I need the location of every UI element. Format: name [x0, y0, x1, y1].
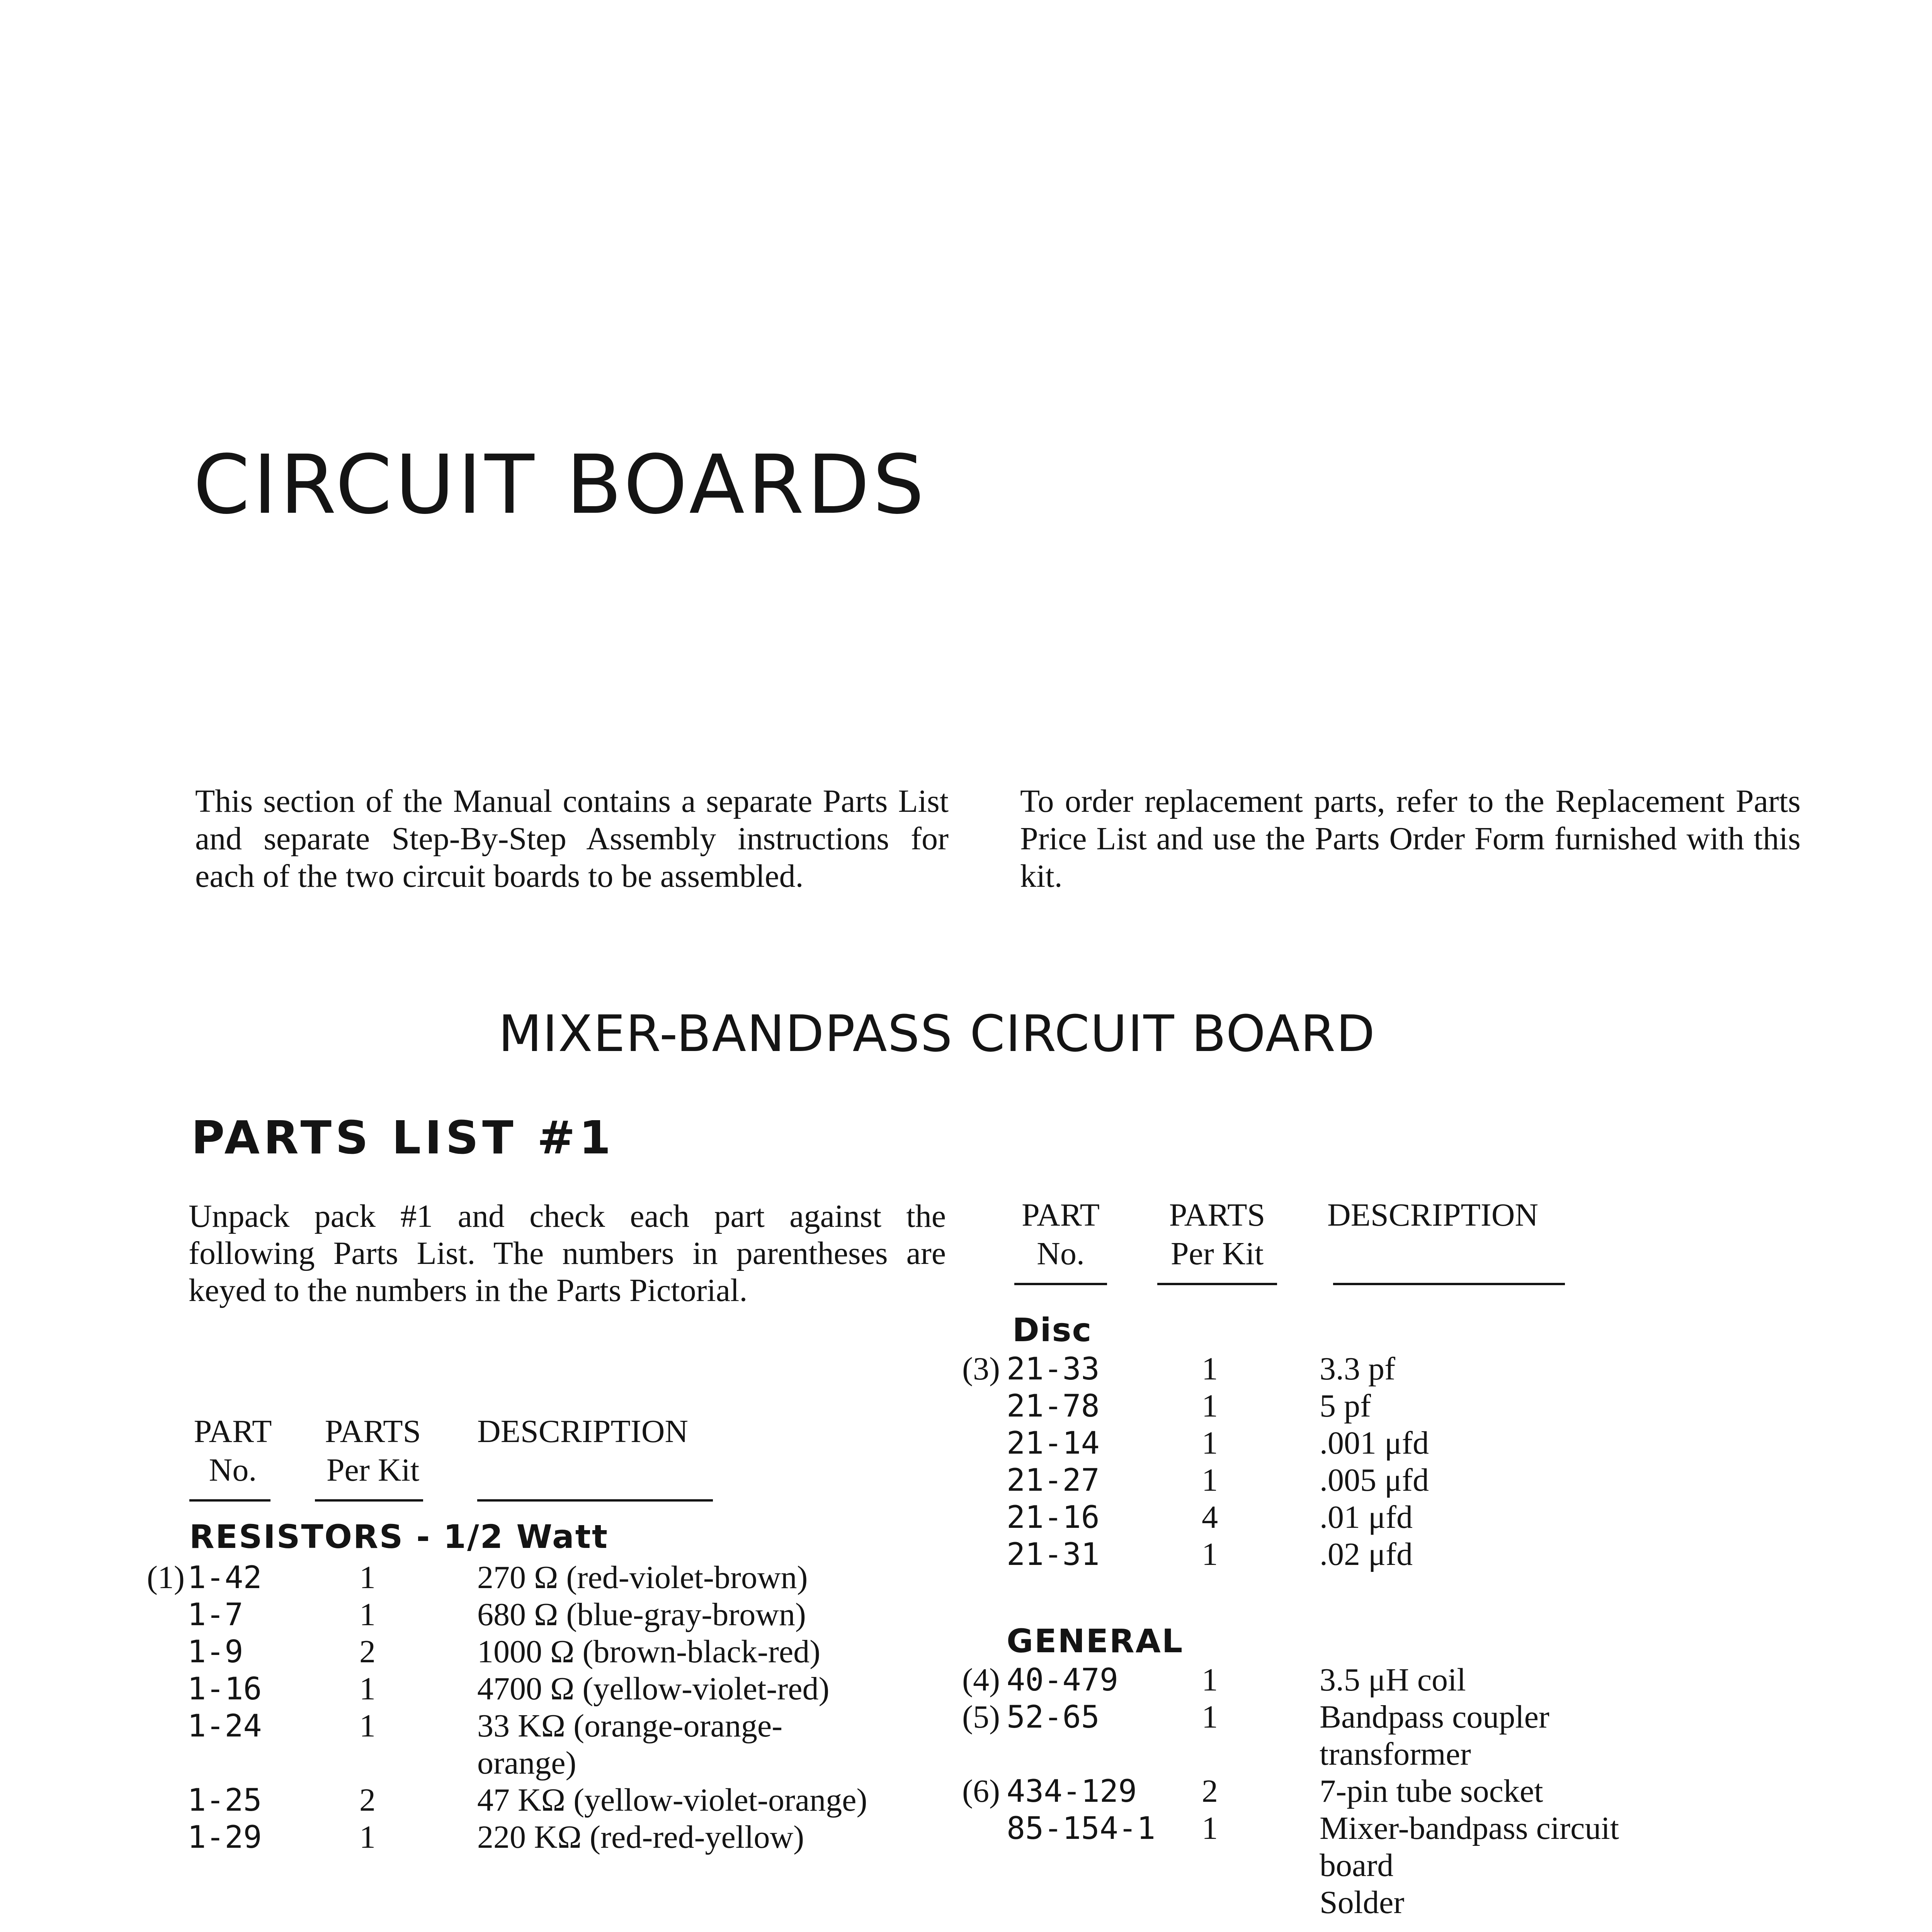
table-row: 1-29	[187, 1819, 262, 1855]
left-header-rule-description	[477, 1499, 713, 1502]
right-header-rule-parts	[1157, 1283, 1277, 1285]
table-row: 40-479	[1007, 1662, 1118, 1698]
right-header-parts: PARTS Per Kit	[1169, 1197, 1265, 1272]
general-title: GENERAL	[1007, 1622, 1184, 1660]
board-title: MIXER-BANDPASS CIRCUIT BOARD	[498, 1004, 1376, 1063]
resistors-title: RESISTORS - 1/2 Watt	[189, 1518, 609, 1556]
parts-list-title: PARTS LIST #1	[191, 1111, 615, 1164]
disc-keys: (3)	[962, 1351, 1000, 1387]
resistor-quantities: 1 1 2 1 1 2 1	[359, 1560, 376, 1855]
table-row: 21-78	[1007, 1388, 1100, 1424]
disc-descriptions: 3.3 pf 5 pf .001 μfd .005 μfd .01 μfd .02 μfd	[1320, 1351, 1429, 1572]
table-row: 1-42	[187, 1560, 262, 1595]
table-row: 1-24	[187, 1708, 262, 1744]
disc-part-numbers	[1007, 1350, 1100, 1573]
table-row: 1-9	[187, 1634, 243, 1670]
page-title: CIRCUIT BOARDS	[193, 437, 927, 532]
general-descriptions: 3.5 μH coil Bandpass coupler transformer 7-pin tube socket Mixer-bandpass circuit board Solder	[1320, 1662, 1619, 1920]
table-row: 1-16	[187, 1671, 262, 1707]
table-row: 21-33	[1007, 1351, 1100, 1387]
table-row: 434-129	[1007, 1773, 1137, 1809]
disc-quantities: 1 1 1 1 4 1	[1202, 1351, 1218, 1572]
left-header-description: DESCRIPTION	[477, 1413, 689, 1449]
disc-title: Disc	[1012, 1311, 1092, 1349]
intro-paragraph-right: To order replacement parts, refer to the Replacement Parts Price List and use the Parts Order Form furnished with this kit.	[1020, 783, 1801, 894]
right-header-rule-part	[1014, 1283, 1107, 1285]
table-row: 52-65	[1007, 1699, 1100, 1735]
resistor-part-numbers	[187, 1559, 262, 1856]
left-header-rule-part	[189, 1499, 270, 1502]
unpack-instructions: Unpack pack #1 and check each part against the following Parts List. The numbers in parentheses are keyed to the numbers in the Parts Pictorial.	[189, 1198, 946, 1308]
resistor-keys: (1)	[147, 1560, 185, 1595]
table-row: 21-16	[1007, 1499, 1100, 1535]
right-header-part: PART No.	[1022, 1197, 1100, 1272]
left-header-rule-parts	[315, 1499, 423, 1502]
table-row: 1-25	[187, 1782, 262, 1818]
left-header-parts: PARTS Per Kit	[325, 1413, 421, 1488]
general-keys: (4) (5) (6)	[962, 1662, 1000, 1809]
left-header-part: PART No.	[194, 1413, 272, 1488]
resistor-descriptions: 270 Ω (red-violet-brown) 680 Ω (blue-gray-brown) 1000 Ω (brown-black-red) 4700 Ω (yellow-violet-red) 33 KΩ (orange-orange- orange) 47 KΩ (yellow-violet-orange) 220 KΩ (red-red-yellow)	[477, 1560, 867, 1855]
intro-paragraph-left: This section of the Manual contains a separate Parts List and separate Step-By-Step Assembly instructions for each of the two circuit boards to be assembled.	[195, 783, 949, 894]
general-quantities: 1 1 2 1	[1202, 1662, 1218, 1846]
table-row: 21-31	[1007, 1536, 1100, 1572]
right-header-description: DESCRIPTION	[1327, 1197, 1539, 1233]
table-row: 1-7	[187, 1597, 243, 1633]
table-row: 21-27	[1007, 1462, 1100, 1498]
table-row: 85-154-1	[1007, 1810, 1156, 1846]
table-row: 21-14	[1007, 1425, 1100, 1461]
right-header-rule-description	[1333, 1283, 1565, 1285]
general-part-numbers	[1007, 1662, 1155, 1847]
